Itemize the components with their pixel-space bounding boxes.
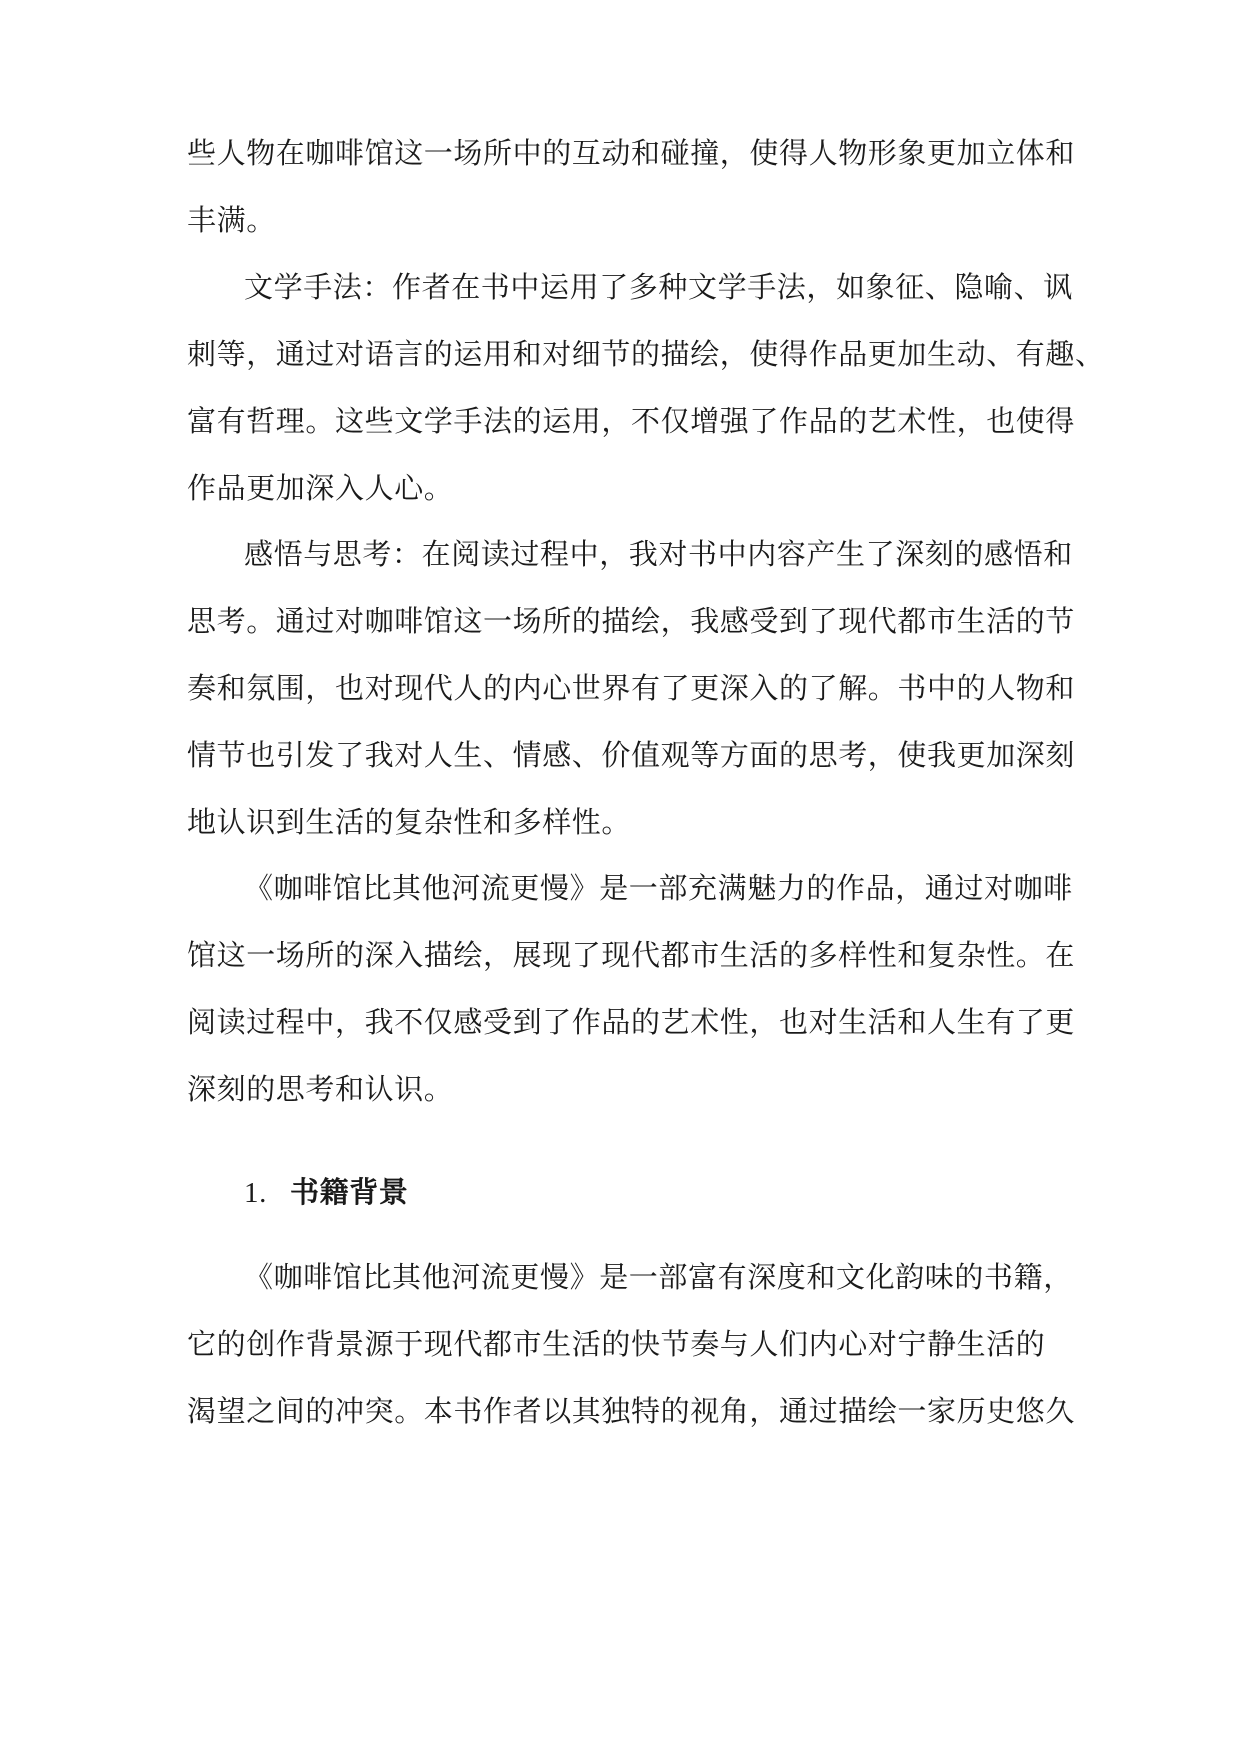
paragraph-line: 奏和氛围，也对现代人的内心世界有了更深入的了解。书中的人物和 [187,671,1076,705]
paragraph-line: 它的创作背景源于现代都市生活的快节奏与人们内心对宁静生活的 [187,1327,1046,1361]
paragraph-line: 丰满。 [187,203,276,237]
paragraph-line: 文学手法：作者在书中运用了多种文学手法，如象征、隐喻、讽 [244,270,1073,304]
section-heading [244,1174,408,1211]
paragraph-line: 馆这一场所的深入描绘，展现了现代都市生活的多样性和复杂性。在 [187,938,1076,972]
paragraph-line: 感悟与思考：在阅读过程中，我对书中内容产生了深刻的感悟和 [244,537,1073,571]
paragraph-line: 富有哲理。这些文学手法的运用，不仅增强了作品的艺术性，也使得 [187,404,1076,438]
paragraph-line: 作品更加深入人心。 [187,471,454,505]
paragraph-line: 些人物在咖啡馆这一场所中的互动和碰撞，使得人物形象更加立体和 [187,136,1076,170]
paragraph-line: 阅读过程中，我不仅感受到了作品的艺术性，也对生活和人生有了更 [187,1005,1076,1039]
paragraph-line: 思考。通过对咖啡馆这一场所的描绘，我感受到了现代都市生活的节 [187,604,1076,638]
section-number: 1. [244,1177,267,1209]
paragraph-line: 地认识到生活的复杂性和多样性。 [187,805,632,839]
paragraph-line: 渴望之间的冲突。本书作者以其独特的视角，通过描绘一家历史悠久 [187,1394,1076,1428]
paragraph-line: 刺等，通过对语言的运用和对细节的描绘，使得作品更加生动、有趣、 [187,337,1105,371]
section-title: 书籍背景 [290,1175,409,1209]
paragraph-line: 情节也引发了我对人生、情感、价值观等方面的思考，使我更加深刻 [187,738,1076,772]
paragraph-line: 《咖啡馆比其他河流更慢》是一部富有深度和文化韵味的书籍， [244,1260,1073,1294]
paragraph-line: 深刻的思考和认识。 [187,1072,454,1106]
paragraph-line: 《咖啡馆比其他河流更慢》是一部充满魅力的作品，通过对咖啡 [244,871,1073,905]
